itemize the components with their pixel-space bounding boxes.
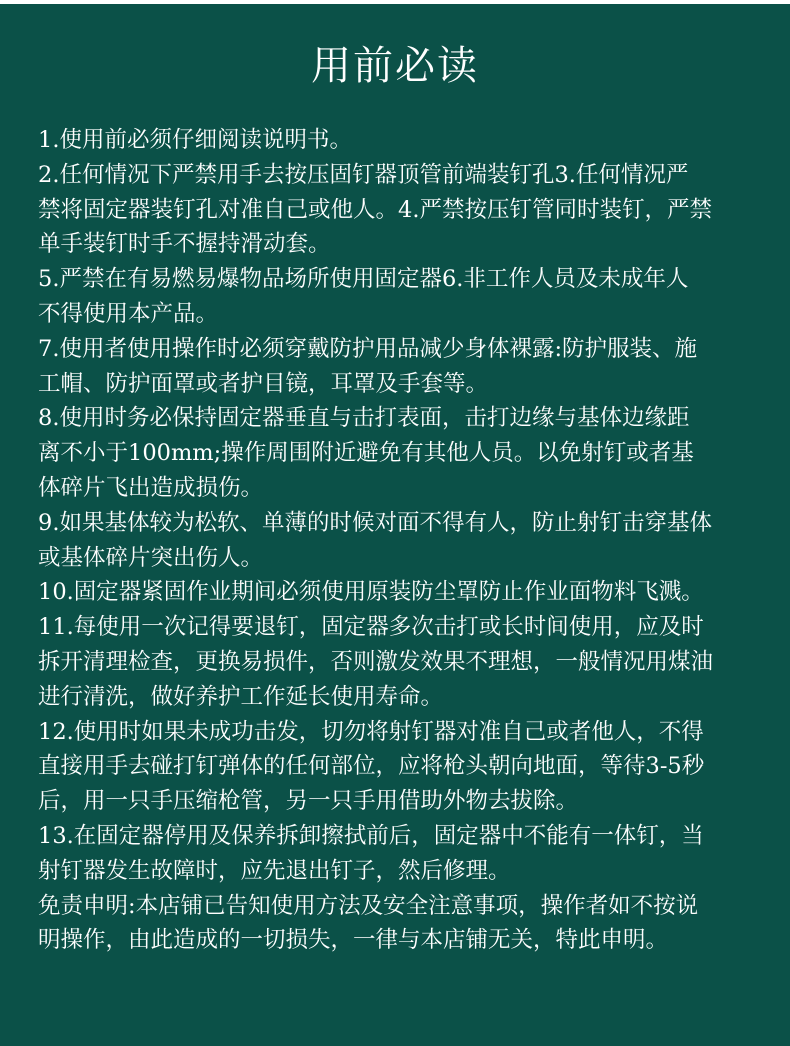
instruction-line: 不得使用本产品。 xyxy=(38,300,219,327)
instruction-line: 工帽、防护面罩或者护目镜，耳罩及手套等。 xyxy=(38,370,489,397)
instruction-line: 或基体碎片突出伤人。 xyxy=(38,544,264,571)
disclaimer-line: 免责申明:本店铺已告知使用方法及安全注意事项，操作者如不按说 xyxy=(38,892,699,919)
disclaimer-line: 明操作，由此造成的一切损失，一律与本店铺无关，特此申明。 xyxy=(38,927,669,954)
instruction-line: 7.使用者使用操作时必须穿戴防护用品减少身体裸露:防护服装、施 xyxy=(38,335,698,362)
instruction-line: 射钉器发生故障时，应先退出钉子，然后修理。 xyxy=(38,857,511,884)
instruction-line: 拆开清理检查，更换易损件，否则激发效果不理想，一般情况用煤油 xyxy=(38,648,714,675)
instruction-line: 2.任何情况下严禁用手去按压固钉器顶管前端装钉孔3.任何情况严 xyxy=(38,161,689,188)
instructions-text xyxy=(38,123,752,958)
instruction-line: 5.严禁在有易燃易爆物品场所使用固定器6.非工作人员及未成年人 xyxy=(38,266,689,293)
instruction-line: 8.使用时务必保持固定器垂直与击打表面，击打边缘与基体边缘距 xyxy=(38,405,690,432)
instruction-line: 单手装钉时手不握持滑动套。 xyxy=(38,231,331,258)
instruction-line: 11.每使用一次记得要退钉，固定器多次击打或长时间使用，应及时 xyxy=(38,614,704,641)
instruction-line: 禁将固定器装钉孔对准自己或他人。4.严禁按压钉管同时装钉，严禁 xyxy=(38,196,712,223)
page-title: 用前必读 xyxy=(311,43,479,89)
instruction-line: 9.如果基体较为松软、单薄的时候对面不得有人，防止射钉击穿基体 xyxy=(38,509,712,536)
instruction-line: 后，用一只手压缩枪管，另一只手用借助外物去拔除。 xyxy=(38,788,579,815)
instruction-line: 13.在固定器停用及保养拆卸擦拭前后，固定器中不能有一体钉，当 xyxy=(38,822,704,849)
instruction-line: 12.使用时如果未成功击发，切勿将射钉器对准自己或者他人，不得 xyxy=(38,718,704,745)
instruction-line: 进行清洗，做好养护工作延长使用寿命。 xyxy=(38,683,444,710)
instruction-line: 10.固定器紧固作业期间必须使用原装防尘罩防止作业面物料飞溅。 xyxy=(38,579,704,606)
instruction-line: 直接用手去碰打钉弹体的任何部位，应将枪头朝向地面，等待3-5秒 xyxy=(38,753,705,780)
instruction-line: 离不小于100mm;操作周围附近避免有其他人员。以免射钉或者基 xyxy=(38,440,694,467)
instruction-line: 体碎片飞出造成损伤。 xyxy=(38,474,264,501)
instruction-line: 1.使用前必须仔细阅读说明书。 xyxy=(38,127,352,153)
